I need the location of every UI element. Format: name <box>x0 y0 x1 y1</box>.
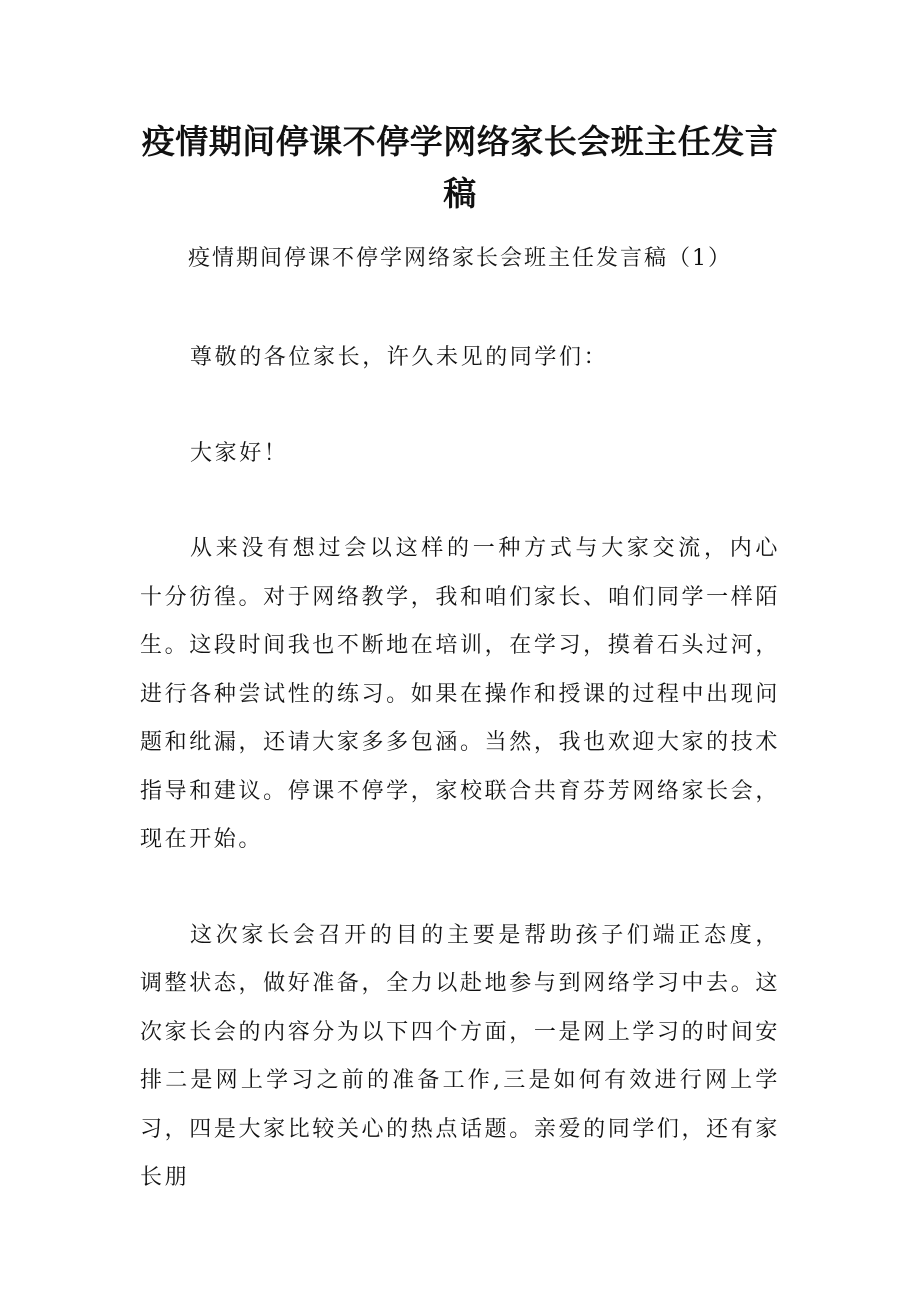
document-title: 疫情期间停课不停学网络家长会班主任发言稿 <box>141 122 779 213</box>
document-subtitle: 疫情期间停课不停学网络家长会班主任发言稿（1） <box>188 246 732 271</box>
body-paragraph-2: 这次家长会召开的目的主要是帮助孩子们端正态度，调整状态，做好准备，全力以赴地参与到网络学习中去。这次家长会的内容分为以下四个方面，一是网上学习的时间安排二是网上学习之前的准备工作,三是如何有效进行网上学习，四是大家比较关心的热点话题。亲爱的同学们，还有家长朋 <box>140 922 780 1190</box>
body-paragraph-1: 从来没有想过会以这样的一种方式与大家交流，内心十分彷徨。对于网络教学，我和咱们家长、咱们同学一样陌生。这段时间我也不断地在培训，在学习，摸着石头过河，进行各种尝试性的练习。如果在操作和授课的过程中出现问题和纰漏，还请大家多多包涵。当然，我也欢迎大家的技术指导和建议。停课不停学，家校联合共育芬芳网络家长会，现在开始。 <box>140 536 780 852</box>
greeting-paragraph: 大家好！ <box>190 440 289 466</box>
salutation-paragraph: 尊敬的各位家长，许久未见的同学们： <box>190 345 609 370</box>
